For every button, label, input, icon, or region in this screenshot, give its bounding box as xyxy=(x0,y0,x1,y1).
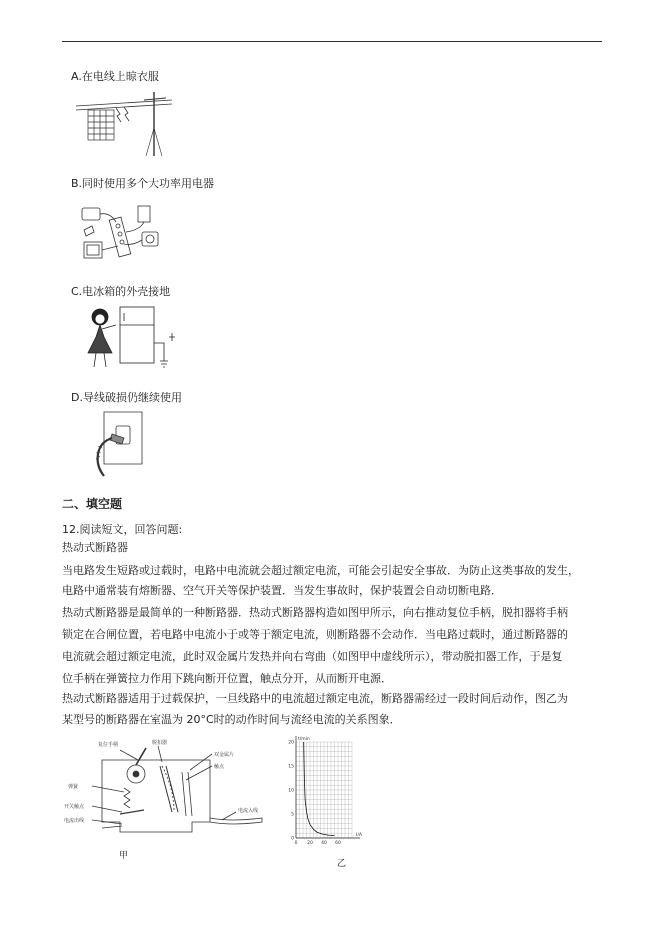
y-axis-label: t/min xyxy=(298,737,310,742)
paragraph-line: 电流就会超过额定电流，此时双金属片发热并向右弯曲（如图甲中虚线所示），带动脱扣器工作，于是复 xyxy=(62,650,563,663)
y-tick-label: 20 xyxy=(288,740,294,746)
paragraph-line: 热动式断路器是最简单的一种断路器．热动式断路器构造如图甲所示，向右推动复位手柄，脱扣器将手柄 xyxy=(62,606,568,619)
option-c-label: C.电冰箱的外壳接地 xyxy=(71,285,171,298)
label-bimetal: 双金属片 xyxy=(214,752,235,758)
paragraph-line: 某型号的断路器在室温为 20°C时的动作时间与流经电流的关系图象． xyxy=(62,713,401,726)
section-title: 二、填空题 xyxy=(62,497,123,511)
paragraph-line: 锁定在合闸位置，若电路中电流小于或等于额定电流，则断路器不会动作．当电路过载时，通过断路器的 xyxy=(62,628,568,641)
x-axis-label: I/A xyxy=(356,833,362,838)
y-tick-label: 10 xyxy=(288,788,294,794)
x-tick-label: 40 xyxy=(321,841,327,846)
option-b-label: B.同时使用多个大功率用电器 xyxy=(71,177,215,190)
x-tick-label: 60 xyxy=(335,841,341,846)
option-a-label: A.在电线上晾衣服 xyxy=(71,70,159,83)
clothes-on-power-line-illustration xyxy=(76,88,172,158)
series-line xyxy=(304,742,335,836)
many-appliances-one-socket-illustration xyxy=(80,202,162,268)
y-tick-label: 0 xyxy=(291,836,294,842)
label-contact: 触点 xyxy=(214,764,225,770)
option-d-label: D.导线破损仍继续使用 xyxy=(71,391,182,404)
label-switch-contact: 开关触点 xyxy=(64,804,85,810)
y-tick-label: 5 xyxy=(291,812,294,818)
y-tick-label: 15 xyxy=(288,764,294,770)
label-current-out: 电流出线 xyxy=(64,818,85,824)
circuit-breaker-diagram xyxy=(62,732,272,850)
chart-caption: 乙 xyxy=(337,859,347,869)
grounded-refrigerator-illustration xyxy=(76,303,182,371)
label-current-in: 电流入线 xyxy=(238,808,259,814)
question-number: 12.阅读短文，回答问题: xyxy=(62,523,183,536)
action-time-chart xyxy=(282,732,370,852)
x-tick-label: 0 xyxy=(294,841,298,846)
x-tick-label: 20 xyxy=(307,841,313,846)
label-reset-handle: 复位手柄 xyxy=(98,742,119,748)
label-spring: 弹簧 xyxy=(68,784,79,790)
paragraph-line: 当电路发生短路或过载时，电路中电流就会超过额定电流，可能会引起安全事故．为防止这类事故的发生， xyxy=(62,564,579,577)
label-trip-device: 脱扣器 xyxy=(152,740,168,746)
figure-jia-caption: 甲 xyxy=(119,851,129,861)
question-subtitle: 热动式断路器 xyxy=(62,541,128,554)
header-rule xyxy=(62,41,602,42)
paragraph-line: 位手柄在弹簧拉力作用下跳向断开位置，触点分开，从而断开电源． xyxy=(62,672,392,685)
paragraph-line: 热动式断路器适用于过载保护，一旦线路中的电流超过额定电流，断路器需经过一段时间后动作，图乙为 xyxy=(62,692,568,705)
paragraph-line: 电路中通常装有熔断器、空气开关等保护装置．当发生事故时，保护装置会自动切断电路． xyxy=(62,584,502,597)
damaged-cord-plug-illustration xyxy=(82,408,144,478)
